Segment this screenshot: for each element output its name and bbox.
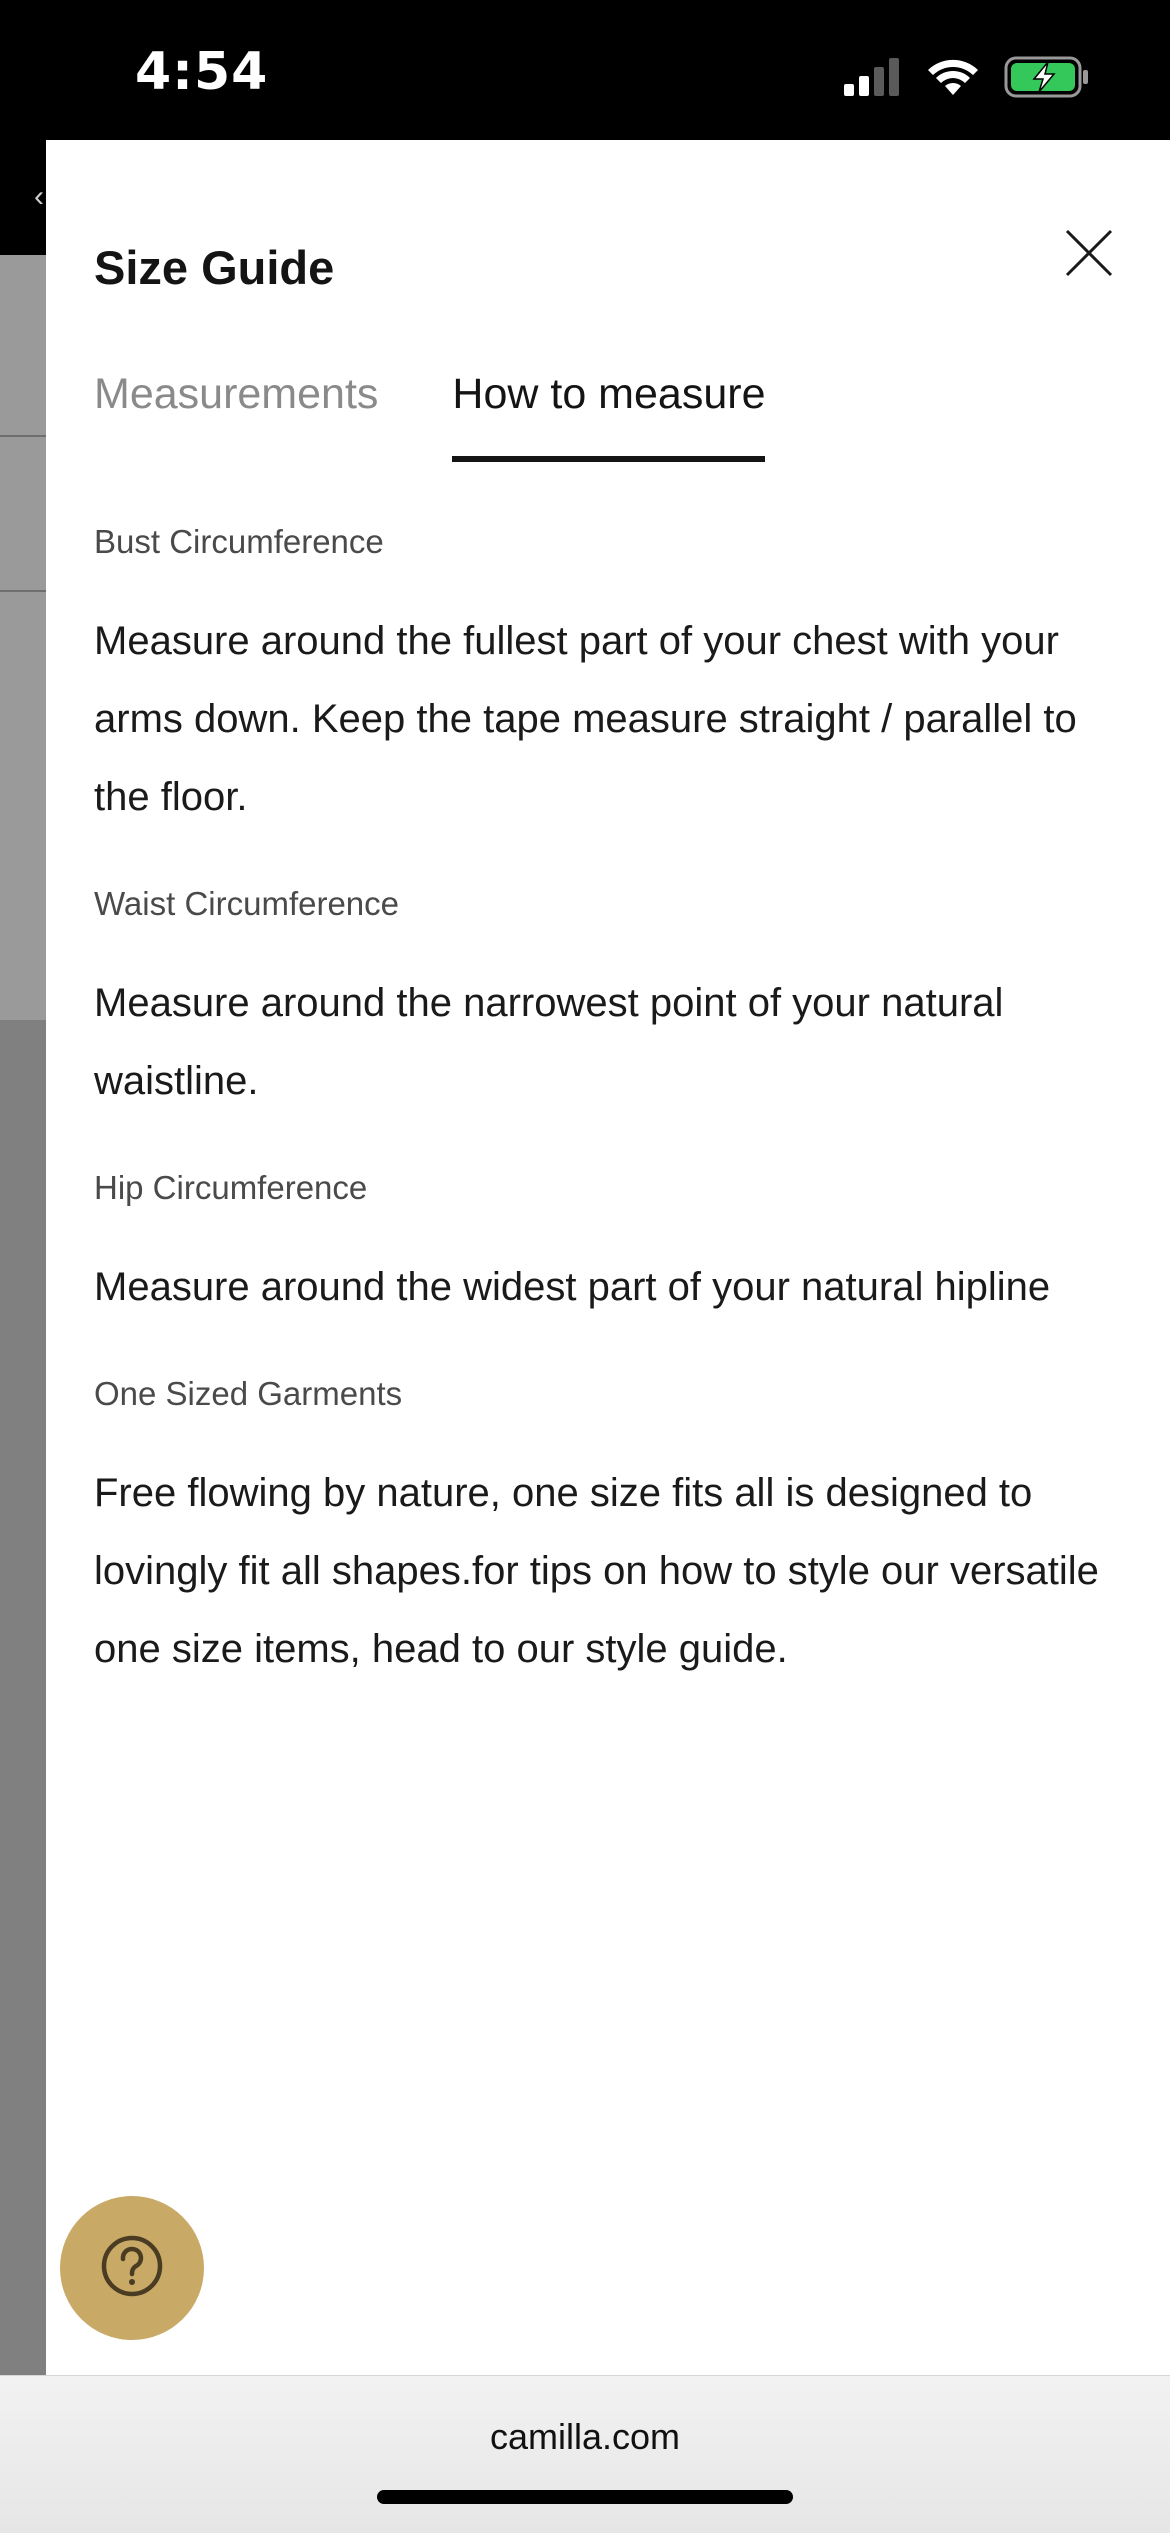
section-body: Measure around the widest part of your natural hipline: [94, 1265, 1051, 1309]
section-body: Measure around the narrowest point of your natural waistline.: [94, 981, 1004, 1103]
status-time: 4:54: [135, 42, 269, 102]
section-waist: [94, 882, 1134, 1120]
tab-how-to-measure[interactable]: How to measure: [452, 362, 765, 444]
help-button[interactable]: [60, 2196, 204, 2340]
wifi-icon: [926, 57, 980, 97]
section-heading: Hip Circumference: [94, 1169, 368, 1206]
battery-charging-icon: [1004, 56, 1090, 98]
background-overlay-strip: [0, 1020, 46, 2375]
section-hip: [94, 1166, 1134, 1326]
tab-measurements[interactable]: Measurements: [94, 370, 379, 418]
section-body: Measure around the fullest part of your chest with your arms down. Keep the tape measure straight / parallel to the floor.: [94, 619, 1077, 819]
background-row-strip: [0, 255, 46, 435]
section-heading: One Sized Garments: [94, 1375, 403, 1412]
status-bar: [0, 0, 1170, 140]
section-heading: Waist Circumference: [94, 885, 400, 922]
section-heading: Bust Circumference: [94, 523, 384, 560]
section-body: Free flowing by nature, one size fits all is designed to lovingly fit all shapes.for tips on how to style our versatile one size items, head to our style guide.: [94, 1471, 1099, 1671]
tab-bar: [94, 362, 765, 444]
close-icon: [1064, 228, 1114, 283]
home-indicator: [377, 2490, 793, 2504]
close-button[interactable]: [1054, 220, 1124, 290]
background-row-strip: [0, 435, 46, 592]
url-text[interactable]: camilla.com: [489, 2416, 681, 2457]
background-row-strip: [0, 590, 46, 1022]
browser-address-bar[interactable]: [0, 2375, 1170, 2533]
how-to-measure-content: [94, 520, 1134, 1688]
size-guide-drawer: [46, 140, 1170, 2375]
status-icons: [844, 52, 1090, 102]
cellular-signal-icon: [844, 58, 902, 96]
question-mark-icon: [99, 2233, 165, 2304]
background-back-chevron-icon: ‹: [34, 180, 44, 213]
drawer-title: Size Guide: [94, 241, 335, 294]
section-bust: [94, 520, 1134, 836]
section-one-sized: [94, 1372, 1134, 1688]
